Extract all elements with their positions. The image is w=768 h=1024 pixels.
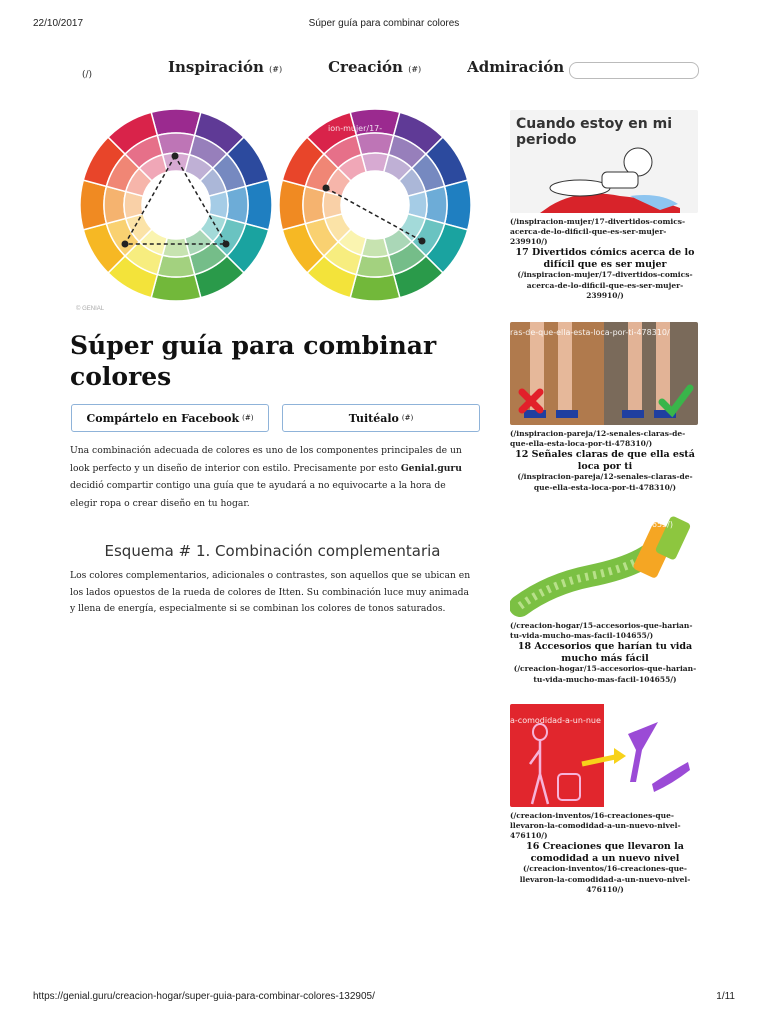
print-title: Súper guía para combinar colores <box>308 18 460 29</box>
wheel-segment <box>445 180 471 230</box>
sidebar-card-3-overlay: acil-104655/) <box>620 520 673 529</box>
print-url: https://genial.guru/creacion-hogar/super-guia-para-combinar-colores-132905/ <box>33 991 375 1002</box>
triad-dot-left <box>122 241 129 248</box>
page-title: Súper guía para combinar colores <box>70 331 437 391</box>
sidebar-card-4-overlay: a-comodidad-a-un-nue <box>510 716 601 725</box>
logo-link[interactable]: (/) <box>82 70 93 80</box>
triad-dot-top <box>172 153 179 160</box>
wheel-segment <box>246 180 272 230</box>
color-wheel-complementary <box>279 109 471 301</box>
sidebar-card-2-url[interactable]: (/inspiracion-pareja/12-senales-claras-de-que-ella-esta-loca-por-ti-478310/) <box>510 429 686 448</box>
wheel-center <box>341 171 409 239</box>
wheel-segment <box>157 133 194 155</box>
hero-image <box>70 108 480 320</box>
hero-watermark: © GENIAL <box>76 306 105 312</box>
hero-overlay-slug: ion-mujer/17- <box>328 124 383 133</box>
intro-paragraph <box>70 442 475 512</box>
legs-illustration <box>510 322 698 425</box>
print-page-number: 1/11 <box>716 991 735 1002</box>
cucumber-slicer-illustration <box>510 514 698 617</box>
sidebar-card-3-title[interactable]: 18 Accesorios que harían tu vida mucho más fácil <box>517 641 693 664</box>
wheel-segment <box>425 186 447 223</box>
wheel-center <box>142 171 210 239</box>
share-facebook-hash: (#) <box>242 414 254 422</box>
wheel-segment <box>157 255 194 277</box>
wheel-segment <box>303 186 325 223</box>
sidebar-card-4-url[interactable]: (/creacion-inventos/16-creaciones-que-llevaron-la-comodidad-a-un-nuevo-nivel-476110/) <box>510 811 681 840</box>
intro-text-1: Una combinación adecuada de colores es uno de los componentes principales de un look perfecto y un diseño de interior con estilo. Precisamente por esto <box>70 445 462 474</box>
search-input[interactable] <box>569 62 699 79</box>
main-nav <box>168 58 628 76</box>
wheel-segment <box>226 186 248 223</box>
nav-inspiracion[interactable] <box>168 58 282 76</box>
sidebar-card-3-image[interactable] <box>510 514 698 617</box>
intro-brand: Genial.guru <box>400 462 462 474</box>
sidebar-card-3-url[interactable]: (/creacion-hogar/15-accesorios-que-harian-tu-vida-mucho-mas-facil-104655/) <box>510 621 693 640</box>
print-date: 22/10/2017 <box>33 18 84 29</box>
color-wheel-triad <box>80 109 272 301</box>
share-twitter-button[interactable] <box>282 404 480 432</box>
wheel-segment <box>350 275 400 301</box>
sidebar-card-4-image[interactable] <box>510 704 698 807</box>
wheel-segment <box>356 255 393 277</box>
sidebar-card-1[interactable] <box>510 110 700 302</box>
wheel-segment <box>151 275 201 301</box>
wheel-segment <box>80 180 106 230</box>
sidebar-card-4-url-2[interactable]: (/creacion-inventos/16-creaciones-que-llevaron-la-comodidad-a-un-nuevo-nivel-476110/) <box>519 864 691 894</box>
sidebar-card-3[interactable] <box>510 514 700 685</box>
sidebar-card-1-url[interactable]: (/inspiracion-mujer/17-divertidos-comics-acerca-de-lo-dificil-que-es-ser-mujer-239910/) <box>510 217 686 246</box>
sidebar-card-4-title[interactable]: 16 Creaciones que llevaron la comodidad a un nuevo nivel <box>526 841 684 864</box>
wheel-segment <box>104 186 126 223</box>
print-footer <box>0 991 768 1005</box>
nav-admiracion-label: Admiración <box>467 58 565 76</box>
print-header <box>0 18 768 32</box>
sidebar-card-4[interactable] <box>510 704 700 896</box>
share-facebook-label: Compártelo en Facebook <box>86 411 240 425</box>
wheel-segment <box>279 180 305 230</box>
nav-inspiracion-hash: (#) <box>269 65 283 74</box>
share-twitter-hash: (#) <box>401 414 414 422</box>
intro-text-2: decidió compartir contigo una guía que te ayudará a no equivocarte a la hora de elegir ropa o crear diseño en tu hogar. <box>70 480 446 509</box>
nav-admiracion[interactable] <box>467 58 582 76</box>
sidebar-card-2-image[interactable] <box>510 322 698 425</box>
sidebar-card-2-url-2[interactable]: (/inspiracion-pareja/12-senales-claras-de-que-ella-esta-loca-por-ti-478310/) <box>517 472 693 492</box>
sidebar-card-2[interactable] <box>510 322 700 493</box>
wheel-segment <box>356 133 393 155</box>
color-wheels-illustration <box>70 108 480 320</box>
sidebar-card-2-title[interactable]: 12 Señales claras de que ella está loca por ti <box>515 449 695 472</box>
sidebar-card-1-url-2[interactable]: (/inspiracion-mujer/17-divertidos-comics-acerca-de-lo-dificil-que-es-ser-mujer-239910/) <box>517 270 693 300</box>
sidebar-card-2-overlay: ras-de-que-ella-esta-loca-por-ti-478310/ <box>510 328 670 337</box>
section-paragraph: Los colores complementarios, adicionales o contrastes, son aquellos que se ubican en los lados opuestos de la rueda de colores de Itten. Su combinación luce muy animada y llena de energía, especialmente si se combinan los colores de tonos saturados. <box>70 570 471 614</box>
share-facebook-button[interactable] <box>71 404 269 432</box>
nav-creacion-label: Creación <box>328 58 403 76</box>
sidebar-card-1-title[interactable]: 17 Divertidos cómics acerca de lo difícil que es ser mujer <box>515 247 695 270</box>
section-title: Esquema # 1. Combinación complementaria <box>104 542 441 560</box>
comic-caption: Cuando estoy en mi periodo <box>516 116 673 148</box>
sidebar-card-3-url-2[interactable]: (/creacion-hogar/15-accesorios-que-harian-tu-vida-mucho-mas-facil-104655/) <box>513 664 697 684</box>
complementary-dot-b <box>419 238 426 245</box>
nav-creacion[interactable] <box>328 58 421 76</box>
share-twitter-label: Tuitéalo <box>348 411 399 425</box>
wheel-segment <box>151 109 201 135</box>
nav-creacion-hash: (#) <box>408 65 422 74</box>
complementary-dot-a <box>323 185 330 192</box>
triad-dot-right <box>223 241 230 248</box>
sidebar-card-1-image[interactable] <box>510 110 698 213</box>
nav-inspiracion-label: Inspiración <box>168 58 264 76</box>
